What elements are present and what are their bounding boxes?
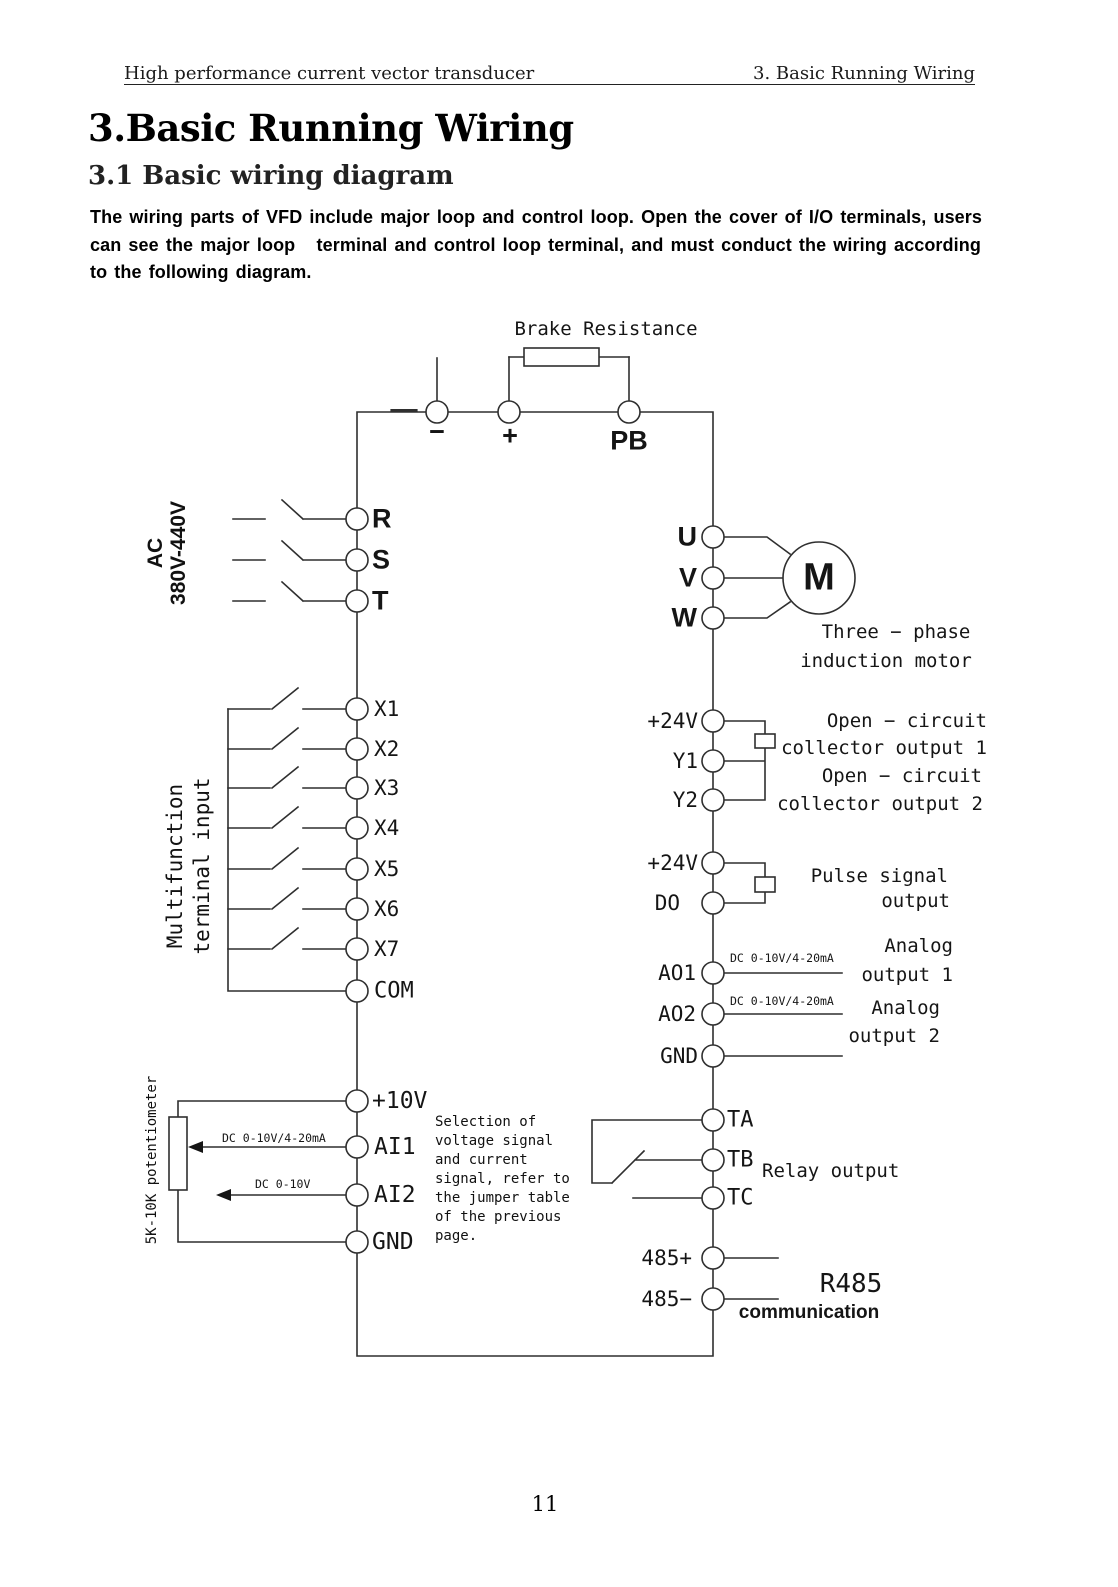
terminal-gnd-left-label: GND: [372, 1229, 414, 1255]
terminal-x5-label: X5: [374, 857, 400, 881]
collector-output-wiring: [724, 721, 775, 800]
terminal-x1-label: X1: [374, 697, 400, 721]
terminal-24v2-label: +24V: [647, 851, 698, 875]
x-input-switches: [228, 688, 346, 991]
header-right: 3. Basic Running Wiring: [753, 63, 975, 84]
analog-output-wiring: [724, 973, 842, 1056]
terminal-x7-label: X7: [374, 937, 400, 961]
terminal-t-label: T: [372, 585, 389, 616]
terminal-gnd-right-label: GND: [660, 1044, 698, 1068]
terminal-do-label: DO: [654, 891, 680, 915]
terminal-minus-label: −: [429, 416, 445, 447]
terminal-10v-label: +10V: [372, 1088, 428, 1114]
ao2-signal-label: DC 0-10V/4-20mA: [730, 994, 834, 1008]
rs485-wiring: [724, 1258, 778, 1299]
potentiometer-label: 5K-10K potentiometer: [144, 1075, 160, 1245]
ao1-signal-label: DC 0-10V/4-20mA: [730, 951, 834, 965]
collector1-caption-line1: Open − circuit: [826, 710, 987, 732]
terminal-r-label: R: [372, 503, 392, 534]
pulse-output-wiring: [724, 863, 775, 903]
relay-wiring: [592, 1120, 702, 1198]
terminal-tc-label: TC: [727, 1185, 754, 1211]
terminal-ao2-label: AO2: [658, 1002, 696, 1026]
terminal-ta-label: TA: [727, 1107, 754, 1133]
analog1-caption-line1: Analog: [884, 935, 953, 957]
rs485-caption-line1: R485: [819, 1269, 883, 1299]
analog2-caption-line1: Analog: [871, 997, 940, 1019]
rst-switches: [233, 500, 346, 601]
terminal-w-label: W: [671, 602, 697, 633]
analog1-caption-line2: output 1: [861, 964, 953, 986]
selection-note: Selection of voltage signal and current signal, refer to the jumper table of the previous page.: [435, 1114, 570, 1244]
terminal-x3-label: X3: [374, 776, 400, 800]
motor-caption-line2: induction motor: [800, 650, 972, 672]
terminal-ao1-label: AO1: [658, 961, 696, 985]
terminal-plus-label: +: [502, 420, 518, 451]
collector1-caption-line2: collector output 1: [781, 737, 987, 759]
brake-resistance-label: Brake Resistance: [514, 318, 698, 340]
ai2-signal-label: DC 0-10V: [255, 1177, 311, 1191]
terminal-y2-label: Y2: [672, 788, 698, 812]
terminal-ai1-label: AI1: [374, 1134, 416, 1160]
terminal-485p-label: 485+: [641, 1246, 692, 1270]
terminal-x6-label: X6: [374, 897, 400, 921]
header-left: High performance current vector transducer: [124, 63, 535, 84]
terminal-ai2-label: AI2: [374, 1182, 416, 1208]
terminal-y1-label: Y1: [672, 749, 698, 773]
analog2-caption-line2: output 2: [848, 1025, 940, 1047]
ai2-arrowhead: [216, 1189, 231, 1201]
multifunction-input-label: Multifunction terminal input: [163, 777, 214, 955]
intro-line: to the following diagram.: [90, 262, 312, 282]
intro-line: can see the major loop terminal and control loop terminal, and must conduct the wiring according: [90, 234, 981, 255]
intro-line: The wiring parts of VFD include major loop and control loop. Open the cover of I/O terminals, users: [90, 207, 983, 227]
terminal-com-label: COM: [374, 978, 414, 1004]
terminal-x4-label: X4: [374, 816, 400, 840]
page-number: 11: [531, 1492, 559, 1516]
rs485-caption-line2: communication: [738, 1302, 880, 1323]
terminal-x2-label: X2: [374, 737, 400, 761]
collector2-caption-line2: collector output 2: [777, 793, 983, 815]
relay-caption: Relay output: [762, 1160, 900, 1182]
motor-caption-line1: Three − phase: [821, 621, 971, 643]
pulse-caption-line2: output: [881, 890, 950, 912]
collector2-caption-line1: Open − circuit: [821, 765, 982, 787]
brake-resistor: [437, 348, 629, 401]
terminal-s-label: S: [372, 544, 391, 575]
terminal-tb-label: TB: [727, 1147, 754, 1173]
terminal-v-label: V: [678, 562, 697, 593]
page-title: 3.Basic Running Wiring: [88, 106, 574, 150]
potentiometer: [169, 1101, 346, 1242]
section-heading: 3.1 Basic wiring diagram: [88, 161, 454, 191]
terminal-485m-label: 485−: [641, 1287, 692, 1311]
terminal-u-label: U: [677, 521, 697, 552]
pulse-caption-line1: Pulse signal: [810, 865, 948, 887]
terminal-24v1-label: +24V: [647, 709, 698, 733]
ai1-arrowhead: [188, 1141, 203, 1153]
ac-supply-label: AC 380V-440V: [144, 501, 190, 605]
motor-m-label: M: [803, 556, 835, 599]
ai1-signal-label: DC 0-10V/4-20mA: [222, 1131, 326, 1145]
terminal-pb-label: PB: [610, 425, 648, 456]
motor: [724, 537, 855, 618]
